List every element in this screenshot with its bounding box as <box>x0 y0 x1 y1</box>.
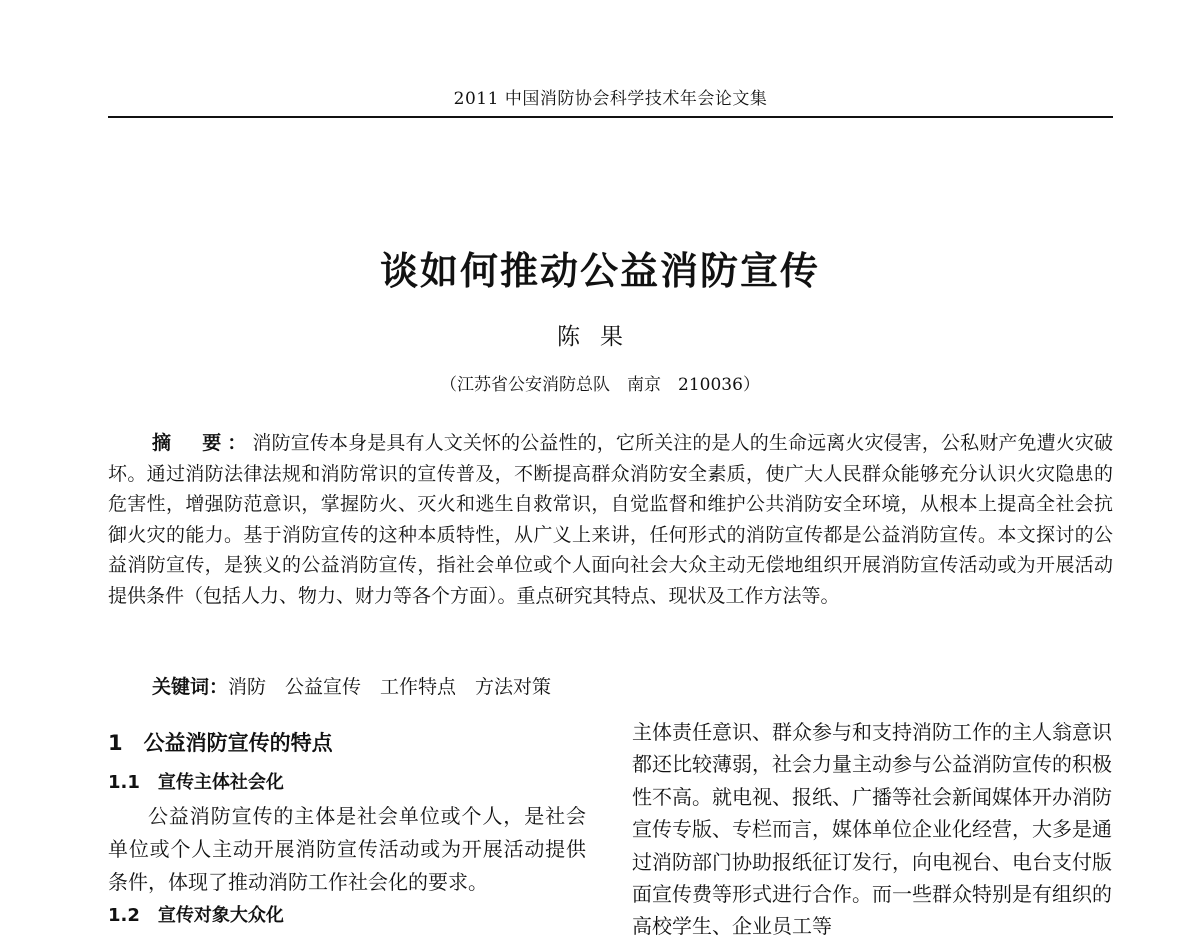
right-column-text: 主体责任意识、群众参与和支持消防工作的主人翁意识都还比较薄弱，社会力量主动参与公益消防宣传的积极性不高。就电视、报纸、广播等社会新闻媒体开办消防宣传专版、专栏而言，媒体单位企业化经营，大多是通过消防部门协助报纸征订发行，向电视台、电台支付版面宣传费等形式进行合作。而一些群众特别是有组织的高校学生、企业员工等 <box>632 720 1112 939</box>
author-affiliation: （江苏省公安消防总队 南京 210036） <box>440 375 760 395</box>
paper-title: 谈如何推动公益消防宣传 <box>379 248 820 293</box>
keywords <box>152 672 1102 702</box>
section-heading-1: 1 公益消防宣传的特点 <box>108 731 333 755</box>
running-header: 2011 中国消防协会科学技术年会论文集 <box>453 89 768 109</box>
keywords-text: 消防 公益宣传 工作特点 方法对策 <box>228 676 552 698</box>
abstract-text: 消防宣传本身是具有人文关怀的公益性的，它所关注的是人的生命远离火灾侵害，公私财产免遭火灾破坏。通过消防法律法规和消防常识的宣传普及，不断提高群众消防安全素质，使广大人民群众能够充分认识火灾隐患的危害性，增强防范意识，掌握防火、灭火和逃生自救常识，自觉监督和维护公共消防安全环境，从根本上提高全社会抗御火灾的能力。基于消防宣传的这种本质特性，从广义上来讲，任何形式的消防宣传都是公益消防宣传。本文探讨的公益消防宣传，是狭义的公益消防宣传，指社会单位或个人面向社会大众主动无偿地组织开展消防宣传活动或为开展活动提供条件（包括人力、物力、财力等各个方面）。重点研究其特点、现状及工作方法等。 <box>108 432 1113 607</box>
subsection-1-1-text: 公益消防宣传的主体是社会单位或个人，是社会单位或个人主动开展消防宣传活动或为开展活动提供条件，体现了推动消防工作社会化的要求。 <box>108 804 586 894</box>
header-rule <box>108 116 1113 118</box>
subsection-heading-1-2: 1.2 宣传对象大众化 <box>108 905 284 926</box>
abstract <box>108 428 1113 611</box>
author-name: 陈果 <box>557 324 643 350</box>
keywords-label: 关键词： <box>152 676 229 698</box>
abstract-label: 摘 要： <box>152 432 253 454</box>
subsection-heading-1-1: 1.1 宣传主体社会化 <box>108 772 284 793</box>
left-column <box>108 724 586 933</box>
